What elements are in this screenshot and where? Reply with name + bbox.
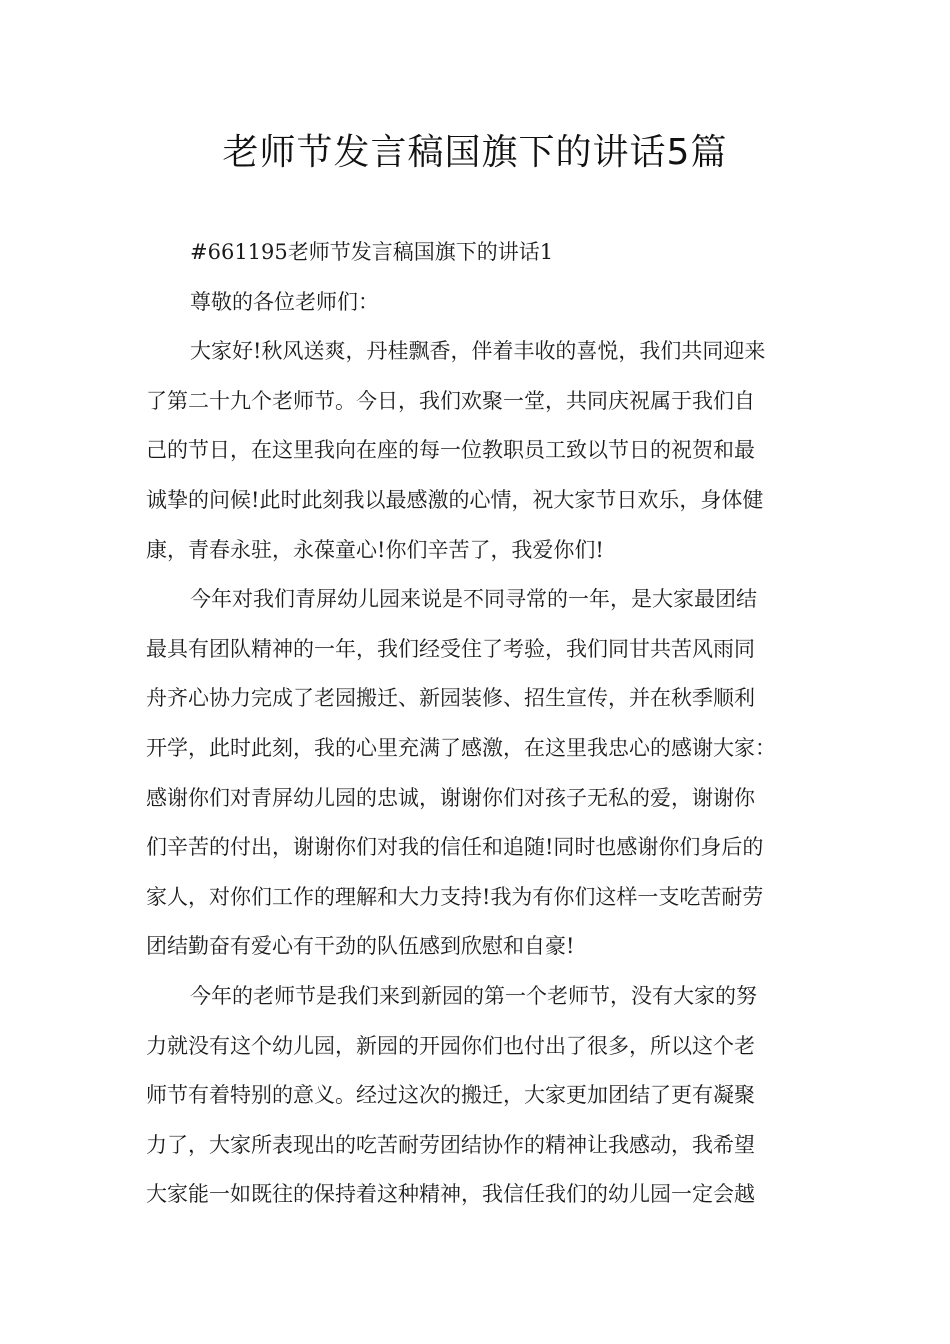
text-line: 今年的老师节是我们来到新园的第一个老师节，没有大家的努 xyxy=(190,983,757,1008)
text-line: 开学，此时此刻，我的心里充满了感激，在这里我忠心的感谢大家： xyxy=(146,735,776,760)
text-line: 师节有着特别的意义。经过这次的搬迁，大家更加团结了更有凝聚 xyxy=(146,1083,755,1108)
text-line: 尊敬的各位老师们： xyxy=(190,289,379,314)
text-line: 了第二十九个老师节。今日，我们欢聚一堂，共同庆祝属于我们自 xyxy=(146,388,755,413)
text-line: 康，青春永驻，永葆童心!你们辛苦了，我爱你们! xyxy=(146,537,604,562)
text-line: 大家好!秋风送爽，丹桂飘香，伴着丰收的喜悦，我们共同迎来 xyxy=(190,339,766,364)
text-line: 己的节日，在这里我向在座的每一位教职员工致以节日的祝贺和最 xyxy=(146,438,755,463)
text-line: 诚挚的问候!此时此刻我以最感激的心情，祝大家节日欢乐，身体健 xyxy=(146,487,764,512)
text-line: 今年对我们青屏幼儿园来说是不同寻常的一年，是大家最团结 xyxy=(190,587,757,612)
text-line: 们辛苦的付出，谢谢你们对我的信任和追随!同时也感谢你们身后的 xyxy=(146,835,764,860)
text-line: 团结勤奋有爱心有干劲的队伍感到欣慰和自豪! xyxy=(146,934,575,959)
document-body xyxy=(146,228,826,1220)
text-line: 大家能一如既往的保持着这种精神，我信任我们的幼儿园一定会越 xyxy=(146,1182,755,1207)
text-line: 感谢你们对青屏幼儿园的忠诚，谢谢你们对孩子无私的爱，谢谢你 xyxy=(146,785,755,810)
text-line: 最具有团队精神的一年，我们经受住了考验，我们同甘共苦风雨同 xyxy=(146,636,755,661)
text-line: 力就没有这个幼儿园，新园的开园你们也付出了很多，所以这个老 xyxy=(146,1033,755,1058)
text-line: 舟齐心协力完成了老园搬迁、新园装修、招生宣传，并在秋季顺利 xyxy=(146,686,755,711)
text-line: 家人，对你们工作的理解和大力支持!我为有你们这样一支吃苦耐劳 xyxy=(146,884,764,909)
document-title: 老师节发言稿国旗下的讲话5篇 xyxy=(222,132,728,173)
text-line: #661195老师节发言稿国旗下的讲话1 xyxy=(190,240,554,264)
text-line: 力了，大家所表现出的吃苦耐劳团结协作的精神让我感动，我希望 xyxy=(146,1132,755,1157)
